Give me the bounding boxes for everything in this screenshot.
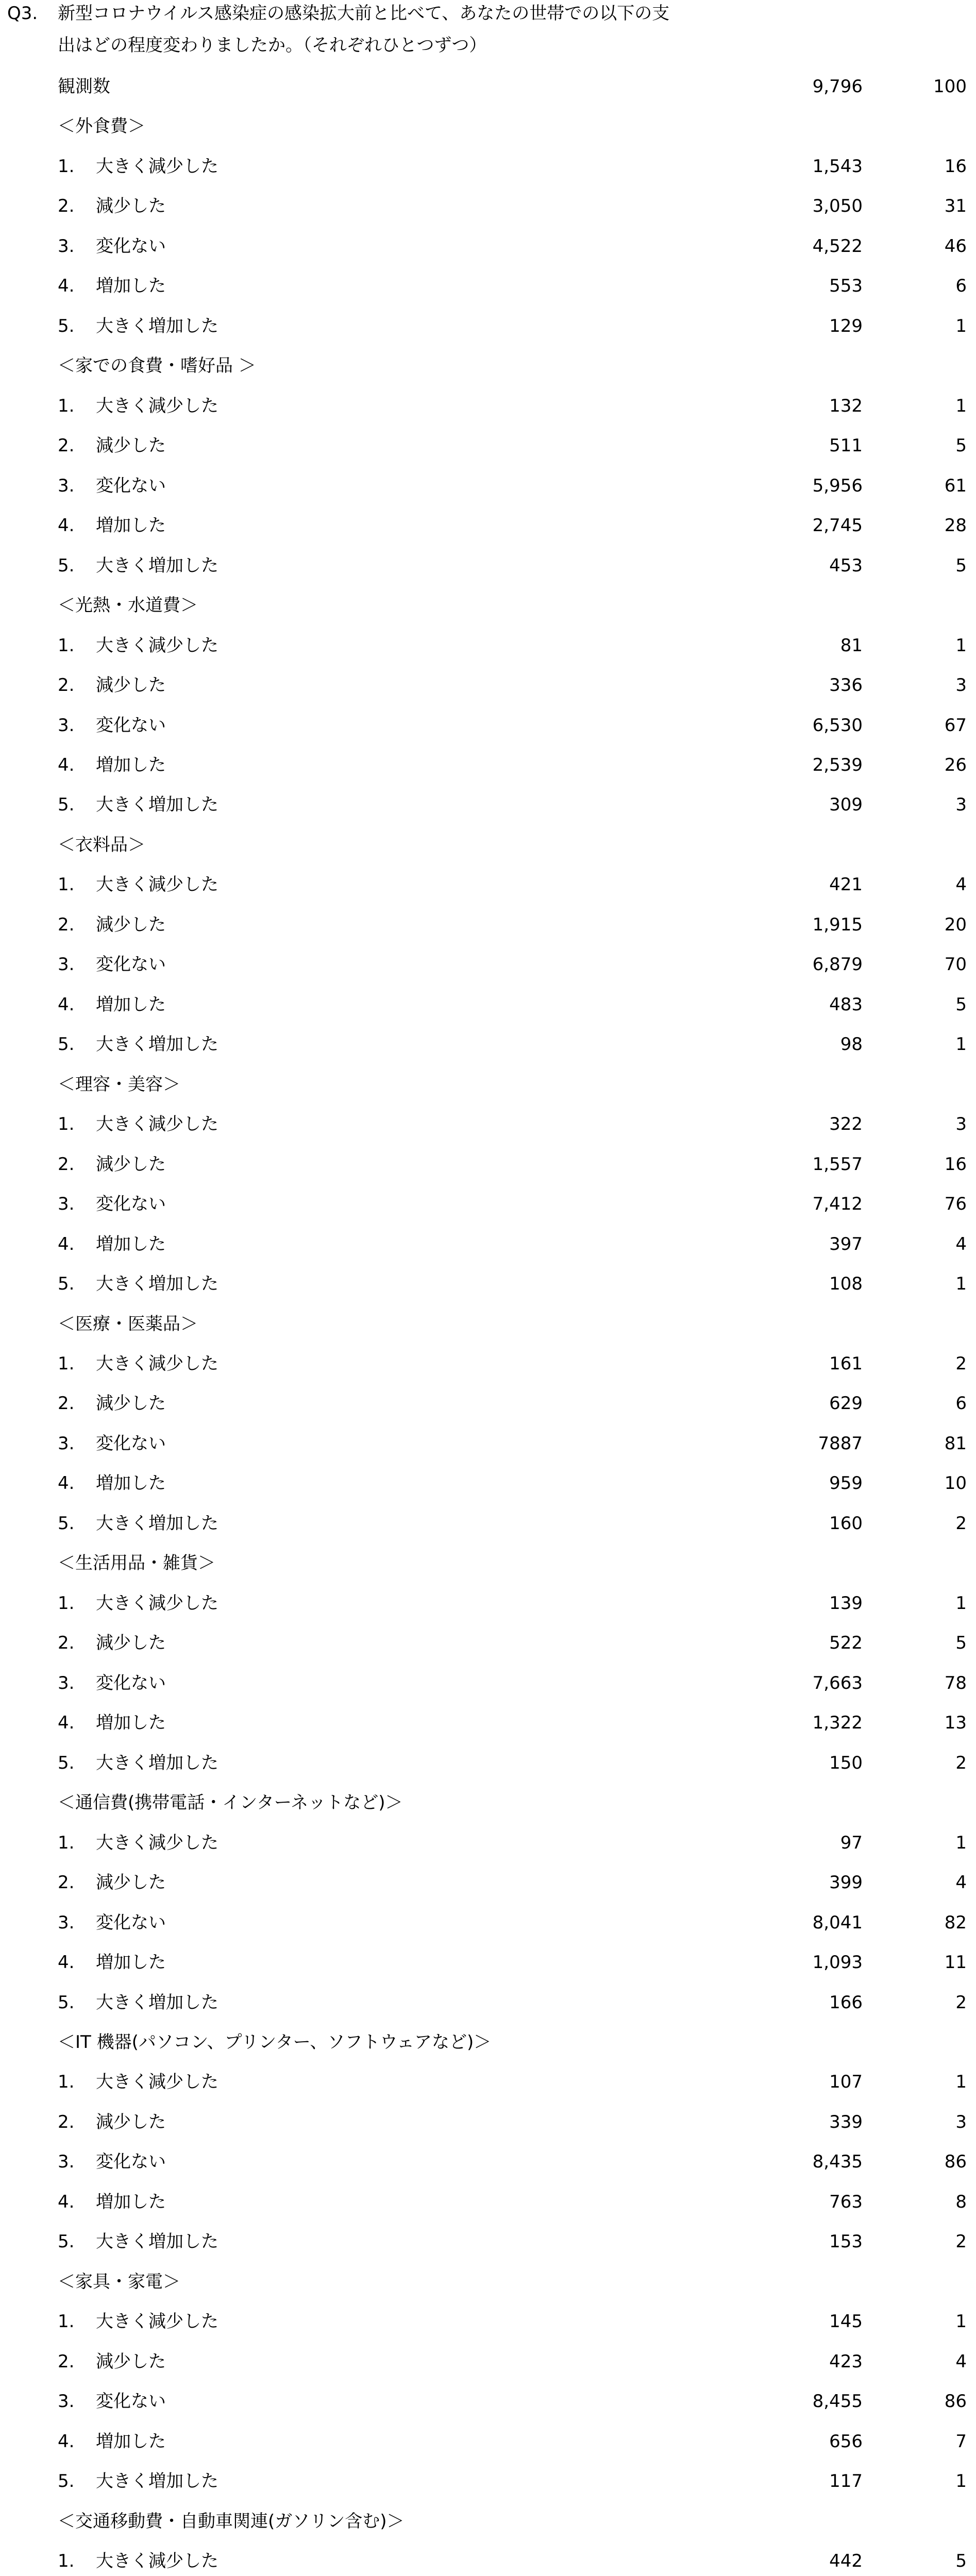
option-count: 98 [840, 1034, 863, 1055]
option-percent: 4 [955, 2351, 967, 2372]
table-row [0, 466, 976, 506]
table-row [0, 1225, 976, 1264]
option-label: 変化ない [96, 1194, 166, 1215]
section-title: ＜医療・医薬品＞ [58, 1313, 198, 1334]
table-row [0, 2182, 976, 2222]
table-row [0, 307, 976, 346]
option-percent: 67 [944, 715, 967, 736]
option-percent: 1 [955, 1274, 967, 1295]
option-count: 97 [840, 1832, 863, 1853]
option-count: 322 [829, 1114, 863, 1135]
option-percent: 5 [955, 555, 967, 576]
option-percent: 11 [944, 1952, 967, 1973]
option-number: 2. [58, 1872, 75, 1893]
option-number: 4. [58, 1473, 75, 1494]
section-title: ＜IT 機器(パソコン、プリンター、ソフトウェアなど)＞ [58, 2031, 492, 2053]
option-percent: 5 [955, 994, 967, 1015]
option-percent: 3 [955, 2111, 967, 2132]
option-number: 2. [58, 675, 75, 696]
option-count: 8,455 [812, 2391, 863, 2412]
option-percent: 2 [955, 1752, 967, 1773]
option-percent: 2 [955, 1353, 967, 1374]
option-count: 3,050 [812, 196, 863, 217]
option-label: 大きく減少した [96, 395, 218, 416]
option-number: 5. [58, 1274, 75, 1295]
option-label: 変化ない [96, 2391, 166, 2412]
option-number: 2. [58, 914, 75, 935]
table-row [0, 2222, 976, 2262]
option-label: 大きく減少した [96, 156, 218, 177]
table-row [0, 1184, 976, 1224]
option-percent: 86 [944, 2151, 967, 2173]
option-number: 5. [58, 1752, 75, 1773]
option-number: 3. [58, 235, 75, 257]
option-count: 117 [829, 2471, 863, 2492]
option-count: 959 [829, 1473, 863, 1494]
question-text-2: 出はどの程度変わりましたか。（それぞれひとつずつ） [58, 35, 487, 56]
table-row [0, 546, 976, 586]
table-row [0, 2382, 976, 2421]
option-number: 2. [58, 1393, 75, 1414]
option-percent: 13 [944, 1713, 967, 1734]
option-count: 421 [829, 874, 863, 895]
option-label: 変化ない [96, 1912, 166, 1933]
table-row [0, 266, 976, 306]
option-percent: 4 [955, 1872, 967, 1893]
option-number: 3. [58, 2391, 75, 2412]
option-percent: 16 [944, 156, 967, 177]
option-label: 大きく減少した [96, 2311, 218, 2332]
section-header [0, 1304, 976, 1344]
option-count: 763 [829, 2191, 863, 2212]
option-percent: 1 [955, 2072, 967, 2093]
option-count: 309 [829, 794, 863, 816]
option-number: 1. [58, 635, 75, 656]
option-percent: 2 [955, 2231, 967, 2252]
option-count: 336 [829, 675, 863, 696]
option-label: 増加した [96, 1473, 166, 1494]
option-count: 1,093 [812, 1952, 863, 1973]
option-percent: 1 [955, 315, 967, 336]
option-percent: 1 [955, 1034, 967, 1055]
table-row [0, 187, 976, 226]
option-percent: 1 [955, 2311, 967, 2332]
option-count: 442 [829, 2551, 863, 2572]
option-label: 減少した [96, 675, 166, 696]
table-row [0, 1464, 976, 1503]
option-number: 2. [58, 2351, 75, 2372]
option-label: 減少した [96, 1633, 166, 1654]
table-row [0, 945, 976, 985]
option-percent: 4 [955, 1233, 967, 1255]
option-count: 108 [829, 1274, 863, 1295]
option-number: 4. [58, 1233, 75, 1255]
option-count: 7,412 [812, 1194, 863, 1215]
option-label: 大きく減少した [96, 2072, 218, 2093]
option-number: 4. [58, 515, 75, 536]
total-label: 観測数 [58, 76, 110, 97]
option-count: 8,435 [812, 2151, 863, 2173]
option-number: 5. [58, 1034, 75, 1055]
option-number: 2. [58, 2111, 75, 2132]
option-count: 423 [829, 2351, 863, 2372]
option-label: 増加した [96, 1233, 166, 1255]
option-percent: 6 [955, 1393, 967, 1414]
option-number: 1. [58, 395, 75, 416]
option-percent: 6 [955, 276, 967, 297]
option-count: 6,530 [812, 715, 863, 736]
table-row [0, 1863, 976, 1903]
option-label: 大きく減少した [96, 1114, 218, 1135]
option-percent: 5 [955, 435, 967, 456]
option-number: 4. [58, 276, 75, 297]
option-label: 大きく減少した [96, 1832, 218, 1853]
option-number: 3. [58, 475, 75, 496]
option-percent: 61 [944, 475, 967, 496]
table-row [0, 785, 976, 825]
option-number: 2. [58, 1633, 75, 1654]
option-percent: 7 [955, 2431, 967, 2452]
option-count: 399 [829, 1872, 863, 1893]
section-header [0, 107, 976, 146]
option-percent: 76 [944, 1194, 967, 1215]
table-row [0, 1823, 976, 1863]
section-header [0, 1783, 976, 1823]
table-row [0, 1344, 976, 1384]
option-percent: 10 [944, 1473, 967, 1494]
section-title: ＜理容・美容＞ [58, 1074, 180, 1095]
option-count: 553 [829, 276, 863, 297]
option-label: 増加した [96, 1952, 166, 1973]
option-percent: 31 [944, 196, 967, 217]
option-count: 1,543 [812, 156, 863, 177]
table-row [0, 2062, 976, 2102]
table-row [0, 1584, 976, 1623]
option-percent: 5 [955, 2551, 967, 2572]
option-label: 大きく増加した [96, 2231, 218, 2252]
question-number: Q3. [7, 3, 38, 24]
option-count: 397 [829, 1233, 863, 1255]
option-percent: 1 [955, 2471, 967, 2492]
section-header [0, 1065, 976, 1105]
option-percent: 3 [955, 794, 967, 816]
table-row [0, 905, 976, 945]
option-label: 変化ない [96, 1672, 166, 1693]
option-count: 139 [829, 1592, 863, 1614]
option-percent: 4 [955, 874, 967, 895]
section-title: ＜交通移動費・自動車関連(ガソリン含む)＞ [58, 2511, 405, 2532]
option-label: 大きく減少した [96, 635, 218, 656]
section-title: ＜衣料品＞ [58, 834, 145, 855]
option-number: 5. [58, 2471, 75, 2492]
option-count: 129 [829, 315, 863, 336]
option-number: 4. [58, 1713, 75, 1734]
option-label: 変化ない [96, 2151, 166, 2173]
table-row [0, 1025, 976, 1064]
option-label: 変化ない [96, 954, 166, 975]
table-row [0, 2462, 976, 2501]
option-label: 増加した [96, 515, 166, 536]
option-count: 166 [829, 1992, 863, 2013]
table-row [0, 1504, 976, 1544]
option-label: 大きく増加した [96, 555, 218, 576]
option-number: 3. [58, 2151, 75, 2173]
option-number: 1. [58, 1114, 75, 1135]
option-number: 1. [58, 2551, 75, 2572]
table-row [0, 2342, 976, 2382]
table-row [0, 2541, 976, 2576]
option-number: 4. [58, 2191, 75, 2212]
table-row [0, 1145, 976, 1184]
section-header [0, 2502, 976, 2541]
table-row [0, 147, 976, 187]
section-title: ＜光熱・水道費＞ [58, 595, 198, 616]
table-row [0, 1703, 976, 1743]
option-label: 増加した [96, 276, 166, 297]
option-percent: 5 [955, 1633, 967, 1654]
option-label: 増加した [96, 1713, 166, 1734]
option-percent: 16 [944, 1154, 967, 1175]
option-number: 3. [58, 954, 75, 975]
option-percent: 46 [944, 235, 967, 257]
option-count: 339 [829, 2111, 863, 2132]
option-percent: 3 [955, 1114, 967, 1135]
section-header [0, 586, 976, 625]
option-count: 7,663 [812, 1672, 863, 1693]
option-count: 145 [829, 2311, 863, 2332]
option-number: 4. [58, 2431, 75, 2452]
table-row [0, 506, 976, 546]
table-row [0, 227, 976, 266]
option-label: 大きく増加した [96, 794, 218, 816]
option-count: 483 [829, 994, 863, 1015]
section-header [0, 2262, 976, 2302]
option-label: 増加した [96, 2191, 166, 2212]
table-row [0, 2142, 976, 2182]
section-title: ＜家での食費・嗜好品 ＞ [58, 355, 256, 377]
option-count: 4,522 [812, 235, 863, 257]
table-row [0, 1264, 976, 1304]
option-count: 1,322 [812, 1713, 863, 1734]
option-number: 1. [58, 1832, 75, 1853]
option-count: 6,879 [812, 954, 863, 975]
option-number: 2. [58, 435, 75, 456]
option-percent: 8 [955, 2191, 967, 2212]
option-label: 減少した [96, 435, 166, 456]
option-number: 5. [58, 1992, 75, 2013]
question-text-1: 新型コロナウイルス感染症の感染拡大前と比べて、あなたの世帯での以下の支 [58, 3, 670, 24]
option-number: 2. [58, 196, 75, 217]
option-number: 1. [58, 2311, 75, 2332]
option-number: 3. [58, 1672, 75, 1693]
option-percent: 2 [955, 1513, 967, 1534]
option-label: 大きく減少した [96, 874, 218, 895]
option-label: 大きく減少した [96, 2551, 218, 2572]
option-percent: 86 [944, 2391, 967, 2412]
option-percent: 1 [955, 1592, 967, 1614]
option-count: 656 [829, 2431, 863, 2452]
option-percent: 81 [944, 1433, 967, 1454]
option-count: 2,745 [812, 515, 863, 536]
table-row [0, 985, 976, 1025]
table-row [0, 1105, 976, 1144]
table-row [0, 1664, 976, 1703]
option-number: 2. [58, 1154, 75, 1175]
table-row [0, 626, 976, 666]
table-row [0, 666, 976, 705]
table-row [0, 2302, 976, 2342]
table-row [0, 1623, 976, 1663]
option-percent: 3 [955, 675, 967, 696]
option-label: 減少した [96, 1393, 166, 1414]
option-label: 増加した [96, 754, 166, 775]
option-percent: 1 [955, 635, 967, 656]
table-row [0, 1743, 976, 1783]
section-header [0, 825, 976, 865]
section-header [0, 1544, 976, 1583]
option-label: 大きく増加した [96, 1513, 218, 1534]
section-title: ＜生活用品・雑貨＞ [58, 1553, 215, 1574]
total-row [0, 67, 976, 107]
table-row [0, 386, 976, 426]
option-count: 511 [829, 435, 863, 456]
total-percent: 100 [933, 76, 967, 97]
option-number: 1. [58, 2072, 75, 2093]
option-number: 5. [58, 1513, 75, 1534]
option-count: 7887 [818, 1433, 863, 1454]
option-label: 減少した [96, 196, 166, 217]
section-title: ＜家具・家電＞ [58, 2271, 180, 2292]
option-label: 減少した [96, 1154, 166, 1175]
table-row [0, 2103, 976, 2142]
option-label: 増加した [96, 994, 166, 1015]
table-row [0, 2422, 976, 2462]
section-header [0, 2023, 976, 2062]
table-row [0, 1983, 976, 2023]
option-percent: 26 [944, 754, 967, 775]
option-number: 1. [58, 156, 75, 177]
option-label: 大きく増加した [96, 1274, 218, 1295]
option-label: 大きく増加した [96, 1034, 218, 1055]
option-label: 変化ない [96, 715, 166, 736]
option-label: 変化ない [96, 235, 166, 257]
option-label: 減少した [96, 2111, 166, 2132]
option-number: 5. [58, 794, 75, 816]
option-count: 107 [829, 2072, 863, 2093]
section-header [0, 346, 976, 386]
option-count: 2,539 [812, 754, 863, 775]
option-count: 150 [829, 1752, 863, 1773]
option-percent: 2 [955, 1992, 967, 2013]
option-label: 減少した [96, 914, 166, 935]
table-row [0, 865, 976, 905]
option-label: 大きく増加した [96, 315, 218, 336]
option-percent: 1 [955, 395, 967, 416]
option-label: 変化ない [96, 1433, 166, 1454]
option-label: 大きく増加した [96, 1992, 218, 2013]
option-number: 4. [58, 1952, 75, 1973]
option-number: 4. [58, 994, 75, 1015]
option-label: 増加した [96, 2431, 166, 2452]
option-count: 132 [829, 395, 863, 416]
option-number: 1. [58, 874, 75, 895]
total-count: 9,796 [812, 76, 863, 97]
option-percent: 82 [944, 1912, 967, 1933]
result-table [0, 67, 976, 2576]
option-percent: 1 [955, 1832, 967, 1853]
option-count: 8,041 [812, 1912, 863, 1933]
table-row [0, 426, 976, 466]
option-label: 大きく減少した [96, 1592, 218, 1614]
option-label: 減少した [96, 1872, 166, 1893]
option-percent: 70 [944, 954, 967, 975]
option-count: 629 [829, 1393, 863, 1414]
option-count: 153 [829, 2231, 863, 2252]
option-number: 3. [58, 1912, 75, 1933]
option-number: 4. [58, 754, 75, 775]
option-count: 5,956 [812, 475, 863, 496]
option-number: 5. [58, 2231, 75, 2252]
table-row [0, 1384, 976, 1423]
option-percent: 20 [944, 914, 967, 935]
option-count: 453 [829, 555, 863, 576]
section-title: ＜外食費＞ [58, 116, 145, 137]
option-label: 変化ない [96, 475, 166, 496]
option-percent: 78 [944, 1672, 967, 1693]
section-title: ＜通信費(携帯電話・インターネットなど)＞ [58, 1792, 403, 1814]
table-row [0, 1903, 976, 1943]
option-number: 1. [58, 1592, 75, 1614]
option-count: 1,557 [812, 1154, 863, 1175]
option-label: 減少した [96, 2351, 166, 2372]
option-count: 161 [829, 1353, 863, 1374]
option-count: 1,915 [812, 914, 863, 935]
option-number: 5. [58, 555, 75, 576]
option-number: 3. [58, 715, 75, 736]
option-label: 大きく増加した [96, 1752, 218, 1773]
option-percent: 28 [944, 515, 967, 536]
option-label: 大きく減少した [96, 1353, 218, 1374]
option-count: 522 [829, 1633, 863, 1654]
option-number: 3. [58, 1433, 75, 1454]
table-row [0, 706, 976, 745]
option-label: 大きく増加した [96, 2471, 218, 2492]
option-number: 3. [58, 1194, 75, 1215]
table-row [0, 1943, 976, 1982]
option-count: 160 [829, 1513, 863, 1534]
table-row [0, 745, 976, 785]
option-count: 81 [840, 635, 863, 656]
table-row [0, 1424, 976, 1464]
option-number: 5. [58, 315, 75, 336]
option-number: 1. [58, 1353, 75, 1374]
